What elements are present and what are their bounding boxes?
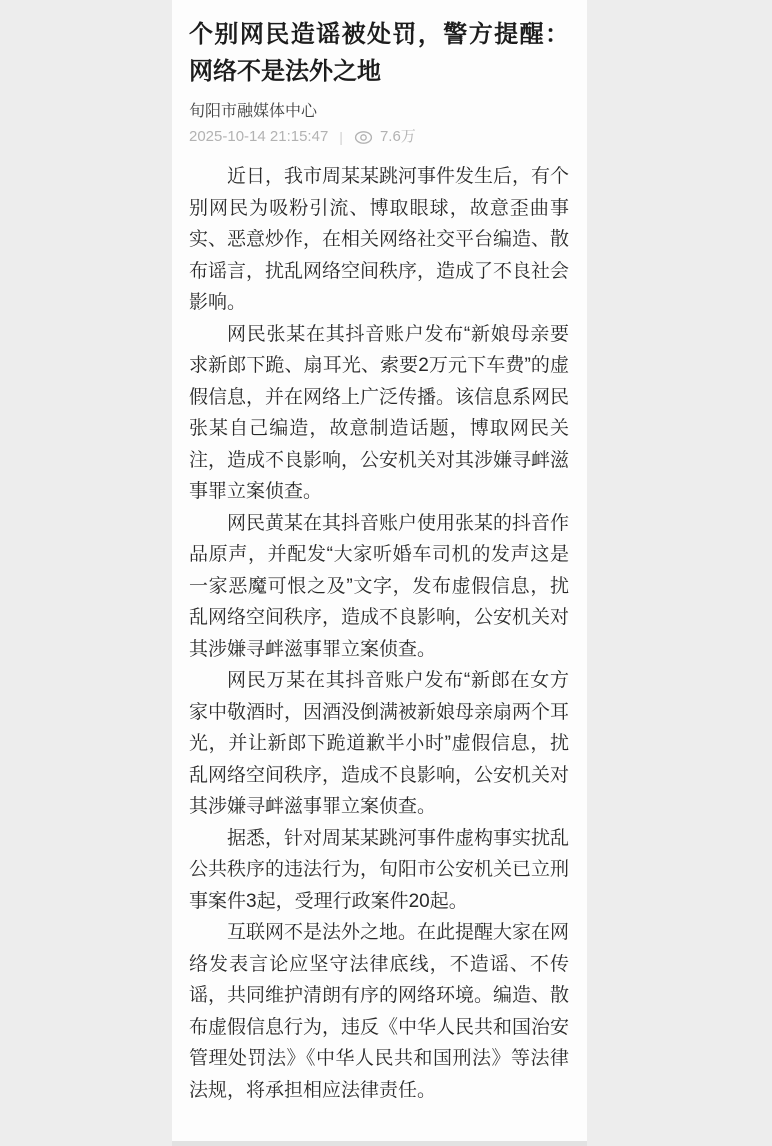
article-paragraph: 网民张某在其抖音账户发布“新娘母亲要求新郎下跪、扇耳光、索要2万元下车费”的虚假信息，并在网络上广泛传播。该信息系网民张某自己编造，故意制造话题，博取网民关注，造成不良影响，公安机关对其涉嫌寻衅滋事罪立案侦查。 bbox=[189, 323, 570, 502]
article-paragraph: 互联网不是法外之地。在此提醒大家在网络发表言论应坚守法律底线，不造谣、不传谣，共同维护清朗有序的网络环境。编造、散布虚假信息行为，违反《中华人民共和国治安管理处罚法》《中华人民共和国刑法》等法律法规，将承担相应法律责任。 bbox=[189, 922, 570, 1101]
article-paragraph: 据悉，针对周某某跳河事件虚构事实扰乱公共秩序的违法行为，旬阳市公安机关已立刑事案件3起，受理行政案件20起。 bbox=[189, 827, 570, 912]
article-paragraph: 近日，我市周某某跳河事件发生后，有个别网民为吸粉引流、博取眼球，故意歪曲事实、恶意炒作，在相关网络社交平台编造、散布谣言，扰乱网络空间秩序，造成了不良社会影响。 bbox=[189, 166, 570, 313]
article-title: 个别网民造谣被处罚，警方提醒：网络不是法外之地 bbox=[189, 21, 569, 85]
article-paragraph: 网民黄某在其抖音账户使用张某的抖音作品原声，并配发“大家听婚车司机的发声这是一家恶魔可恨之及”文字，发布虚假信息，扰乱网络空间秩序，造成不良影响，公安机关对其涉嫌寻衅滋事罪立案侦查。 bbox=[189, 512, 570, 660]
view-count: 7.6万 bbox=[379, 128, 416, 145]
article-paragraph: 网民万某在其抖音账户发布“新郎在女方家中敬酒时，因酒没倒满被新娘母亲扇两个耳光，并让新郎下跪道歉半小时”虚假信息，扰乱网络空间秩序，造成不良影响，公安机关对其涉嫌寻衅滋事罪立案侦查。 bbox=[189, 670, 570, 817]
bottom-divider bbox=[172, 1141, 587, 1146]
article-body bbox=[189, 161, 569, 1106]
eye-icon bbox=[354, 130, 373, 145]
article-card bbox=[172, 0, 587, 1146]
article-meta bbox=[189, 127, 569, 147]
publish-time: 2025-10-14 21:15:47 bbox=[189, 128, 329, 145]
article-source: 旬阳市融媒体中心 bbox=[189, 103, 318, 120]
meta-separator: | bbox=[339, 129, 343, 145]
